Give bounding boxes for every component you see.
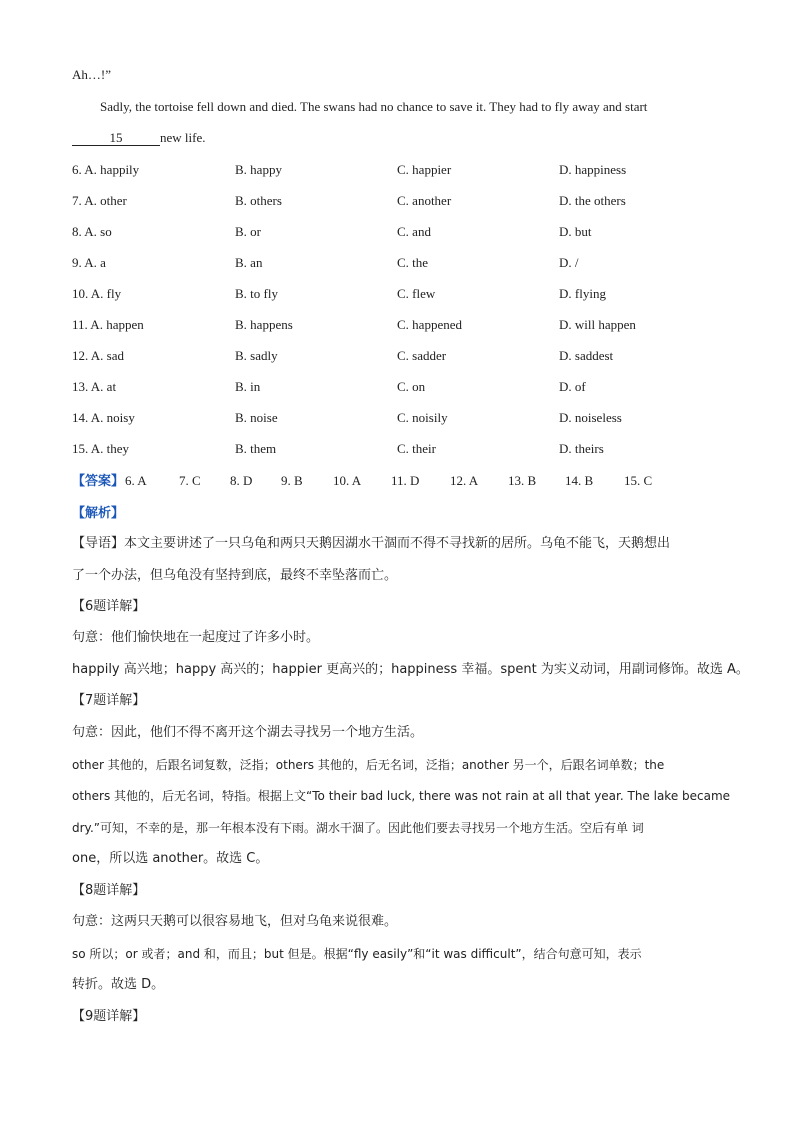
option-13-a: 13. A. at: [72, 379, 117, 394]
option-13-b: B. in: [235, 379, 261, 394]
option-10-a: 10. A. fly: [72, 286, 122, 301]
answer-item: 6. A: [125, 473, 147, 488]
option-10-b: B. to fly: [235, 286, 278, 301]
option-14-c: C. noisily: [397, 410, 448, 425]
option-14-b: B. noise: [235, 410, 278, 425]
intro-line-2: 了一个办法，但乌龟没有坚持到底，最终不幸坠落而亡。: [72, 568, 398, 583]
option-6-b: B. happy: [235, 162, 282, 177]
answer-item: 14. B: [565, 473, 594, 488]
option-12-c: C. sadder: [397, 348, 447, 363]
blank-15: 15: [72, 131, 160, 146]
option-12-d: D. saddest: [559, 348, 614, 363]
option-7-a: 7. A. other: [72, 193, 127, 208]
answer-item: 11. D: [391, 473, 420, 488]
intro-tag: 【导语】: [72, 536, 125, 551]
option-9-d: D. /: [559, 255, 579, 270]
option-13-c: C. on: [397, 379, 426, 394]
option-7-d: D. the others: [559, 193, 626, 208]
q8-heading: 【8题详解】: [72, 883, 146, 898]
passage-line-1: Ah…!”: [72, 67, 111, 82]
q8-meaning: 句意：这两只天鹅可以很容易地飞，但对乌龟来说很难。: [72, 914, 398, 929]
option-14-a: 14. A. noisy: [72, 410, 135, 425]
option-9-b: B. an: [235, 255, 263, 270]
q9-heading: 【9题详解】: [72, 1009, 146, 1024]
q6-meaning: 句意：他们愉快地在一起度过了许多小时。: [72, 630, 320, 645]
option-6-d: D. happiness: [559, 162, 627, 177]
option-11-a: 11. A. happen: [72, 317, 144, 332]
intro-line-1: [72, 536, 670, 552]
answer-item: 7. C: [179, 473, 201, 488]
q8-detail-2: 转折。故选 D。: [72, 977, 165, 992]
option-10-d: D. flying: [559, 286, 606, 301]
option-9-a: 9. A. a: [72, 255, 106, 270]
option-11-c: C. happened: [397, 317, 462, 332]
option-8-c: C. and: [397, 224, 431, 239]
option-12-b: B. sadly: [235, 348, 278, 363]
option-7-b: B. others: [235, 193, 282, 208]
q6-heading: 【6题详解】: [72, 599, 146, 614]
option-15-c: C. their: [397, 441, 436, 456]
option-8-b: B. or: [235, 224, 261, 239]
q7-heading: 【7题详解】: [72, 693, 146, 708]
option-7-c: C. another: [397, 193, 452, 208]
option-14-d: D. noiseless: [559, 410, 622, 425]
option-6-c: C. happier: [397, 162, 452, 177]
q7-detail-1: other 其他的，后跟名词复数，泛指；others 其他的，后无名词，泛指；another 另一个，后跟名词单数；the: [72, 758, 665, 772]
q7-meaning: 句意：因此，他们不得不离开这个湖去寻找另一个地方生活。: [72, 725, 424, 740]
q7-detail-3: dry.”可知，不幸的是，那一年根本没有下雨。湖水干涸了。因此他们要去寻找另一个地方生活。空后有单 词: [72, 821, 644, 835]
option-6-a: 6. A. happily: [72, 162, 140, 177]
answer-item: 13. B: [508, 473, 537, 488]
analysis-tag: 【解析】: [72, 505, 125, 520]
option-15-d: D. theirs: [559, 441, 604, 456]
intro-text-1: 本文主要讲述了一只乌龟和两只天鹅因湖水干涸而不得不寻找新的居所。乌龟不能飞，天鹅想出: [124, 536, 671, 551]
passage-line-2: Sadly, the tortoise fell down and died. The swans had no chance to save it. They had to fly away and start: [100, 99, 648, 114]
option-13-d: D. of: [559, 379, 586, 394]
q7-detail-2: others 其他的，后无名词，特指。根据上文“To their bad luck, there was not rain at all that year. The lake became: [72, 789, 731, 803]
option-8-d: D. but: [559, 224, 592, 239]
answer-item: 10. A: [333, 473, 362, 488]
q8-detail-1: so 所以；or 或者；and 和，而且；but 但是。根据“fly easily”和“it was difficult”，结合句意可知，表示: [72, 947, 642, 961]
q6-detail: happily 高兴地；happy 高兴的；happier 更高兴的；happiness 幸福。spent 为实义动词，用副词修饰。故选 A。: [72, 662, 749, 677]
passage-line-3-text: new life.: [160, 130, 206, 145]
answer-item: 8. D: [230, 473, 253, 488]
answer-tag: 【答案】: [72, 473, 125, 488]
option-11-b: B. happens: [235, 317, 293, 332]
option-8-a: 8. A. so: [72, 224, 112, 239]
option-10-c: C. flew: [397, 286, 436, 301]
passage-line-3: [72, 130, 205, 146]
answer-item: 9. B: [281, 473, 303, 488]
answer-item: 15. C: [624, 473, 653, 488]
q7-detail-4: one，所以选 another。故选 C。: [72, 851, 269, 866]
option-11-d: D. will happen: [559, 317, 636, 332]
option-15-b: B. them: [235, 441, 277, 456]
option-9-c: C. the: [397, 255, 429, 270]
option-12-a: 12. A. sad: [72, 348, 124, 363]
option-15-a: 15. A. they: [72, 441, 130, 456]
answer-item: 12. A: [450, 473, 479, 488]
